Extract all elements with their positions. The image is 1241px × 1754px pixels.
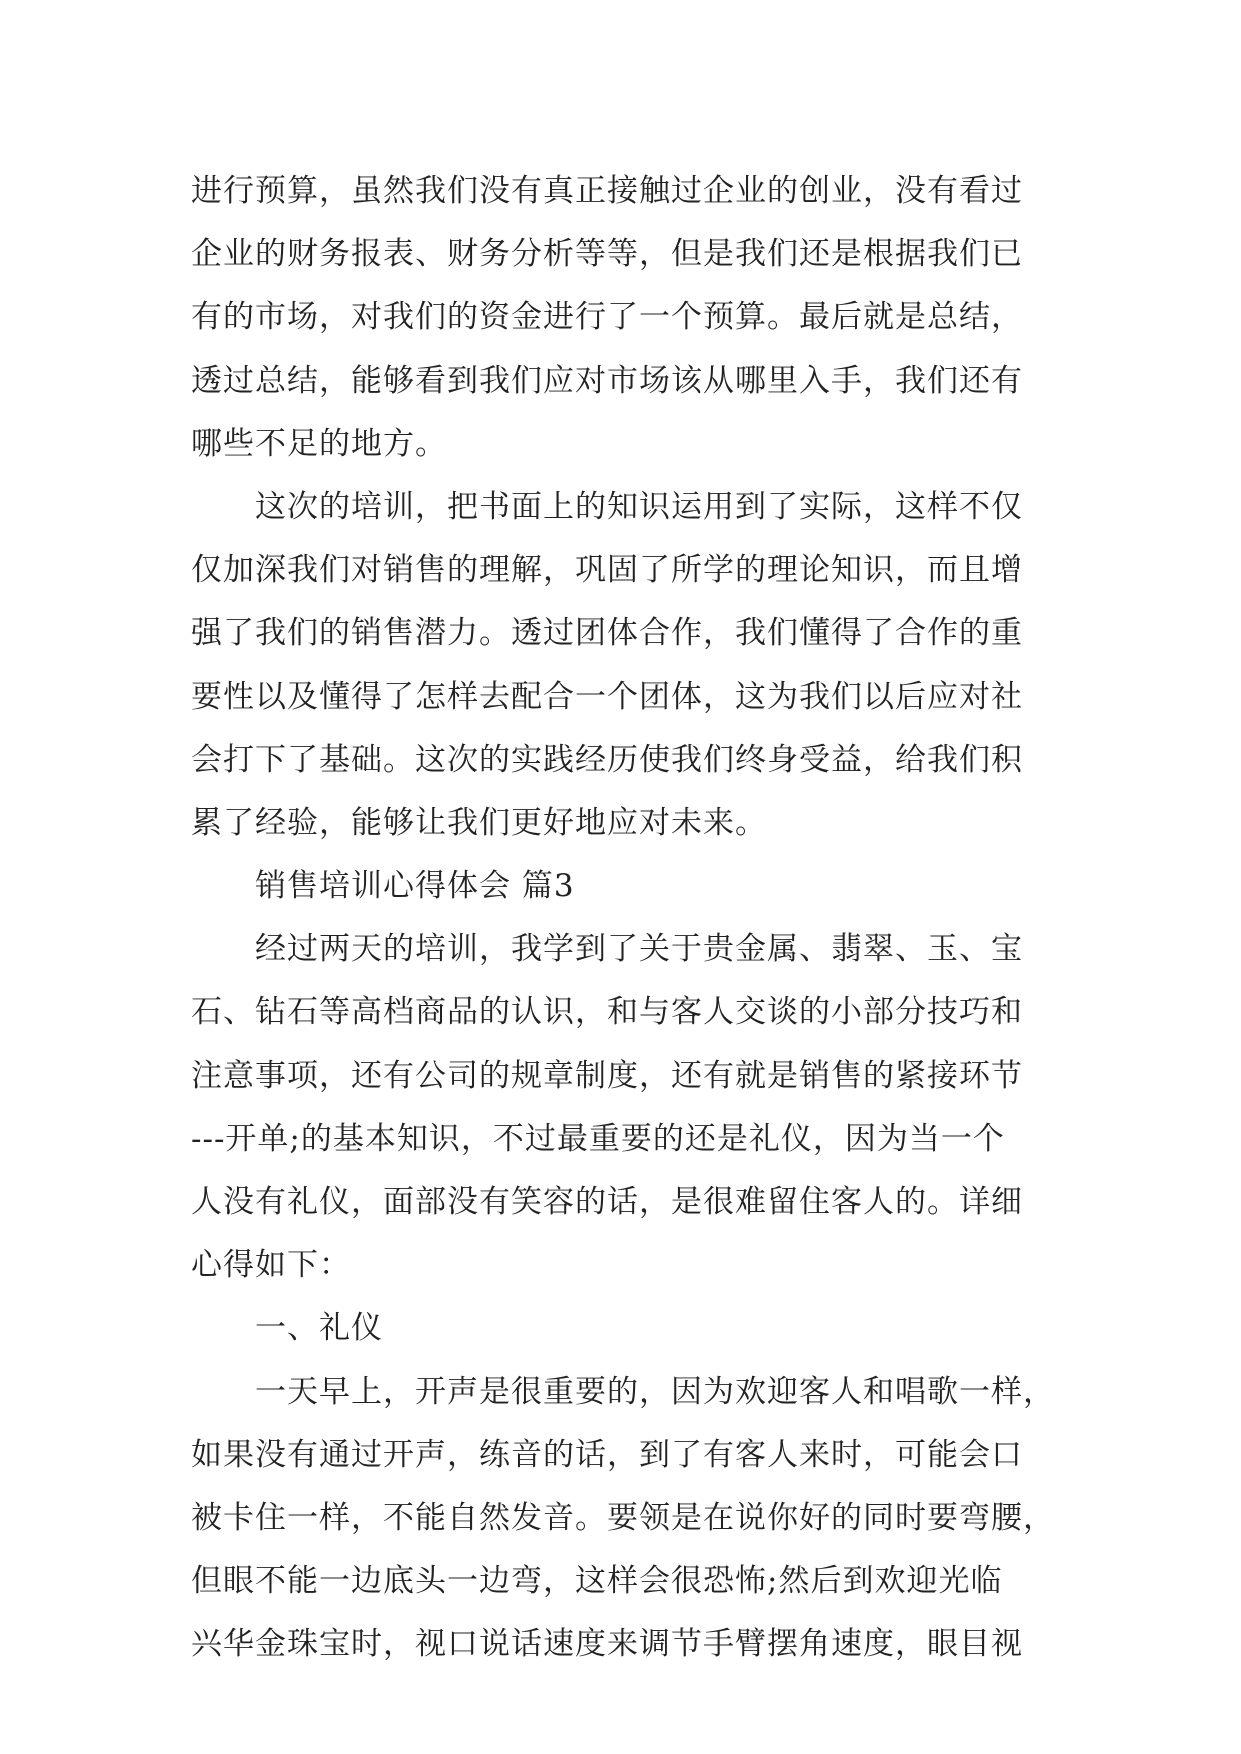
section-heading: 销售培训心得体会 篇3 <box>255 868 575 905</box>
text-line: ---开单;的基本知识，不过最重要的还是礼仪，因为当一个 <box>191 1120 1005 1157</box>
paragraph-start-line: 一天早上，开声是很重要的，因为欢迎客人和唱歌一样， <box>255 1373 1055 1410</box>
paragraph-start-line: 这次的培训，把书面上的知识运用到了实际，这样不仅 <box>255 488 1023 525</box>
paragraph-start-line: 经过两天的培训，我学到了关于贵金属、翡翠、玉、宝 <box>255 931 1023 968</box>
text-line: 有的市场，对我们的资金进行了一个预算。最后就是总结， <box>191 299 1023 336</box>
text-line: 兴华金珠宝时，视口说话速度来调节手臂摆角速度，眼目视 <box>191 1626 1023 1663</box>
text-line: 注意事项，还有公司的规章制度，还有就是销售的紧接环节 <box>191 1057 1023 1094</box>
text-line: 如果没有通过开声，练音的话，到了有客人来时，可能会口 <box>191 1436 1023 1473</box>
text-line: 强了我们的销售潜力。透过团体合作，我们懂得了合作的重 <box>191 615 1023 652</box>
text-line: 企业的财务报表、财务分析等等，但是我们还是根据我们已 <box>191 236 1023 273</box>
text-line: 要性以及懂得了怎样去配合一个团体，这为我们以后应对社 <box>191 678 1023 715</box>
text-line: 但眼不能一边底头一边弯，这样会很恐怖;然后到欢迎光临 <box>191 1563 1003 1600</box>
text-line: 会打下了基础。这次的实践经历使我们终身受益，给我们积 <box>191 741 1023 778</box>
text-line: 心得如下： <box>191 1247 351 1284</box>
text-line: 累了经验，能够让我们更好地应对未来。 <box>191 804 767 841</box>
text-line: 仅加深我们对销售的理解，巩固了所学的理论知识，而且增 <box>191 552 1023 589</box>
body-text <box>191 160 1071 1677</box>
text-line: 透过总结，能够看到我们应对市场该从哪里入手，我们还有 <box>191 362 1023 399</box>
text-line: 进行预算，虽然我们没有真正接触过企业的创业，没有看过 <box>191 173 1023 209</box>
text-line: 哪些不足的地方。 <box>191 425 447 462</box>
subsection-heading: 一、礼仪 <box>255 1310 383 1347</box>
text-line: 被卡住一样，不能自然发音。要领是在说你好的同时要弯腰， <box>191 1499 1055 1536</box>
text-line: 人没有礼仪，面部没有笑容的话，是很难留住客人的。详细 <box>191 1184 1023 1220</box>
text-line: 石、钻石等高档商品的认识，和与客人交谈的小部分技巧和 <box>191 994 1023 1031</box>
